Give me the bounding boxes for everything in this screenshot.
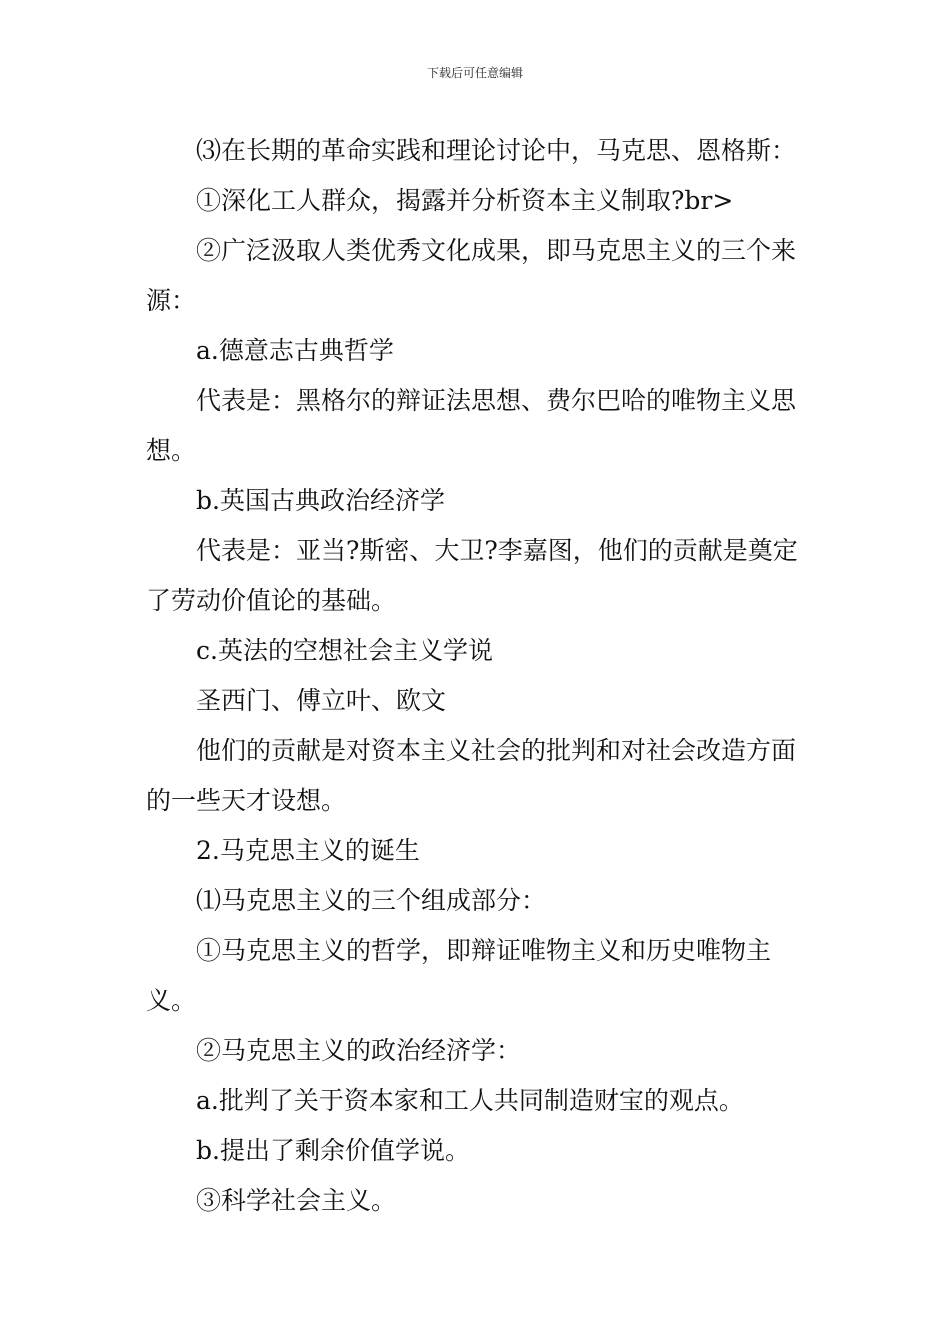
paragraph: ⑴马克思主义的三个组成部分： bbox=[196, 886, 547, 915]
paragraph: a.德意志古典哲学 bbox=[196, 336, 394, 365]
paragraph: ①马克思主义的哲学，即辩证唯物主义和历史唯物主义。 bbox=[146, 936, 772, 1015]
paragraph: ③科学社会主义。 bbox=[196, 1186, 397, 1215]
paragraph: ②广泛汲取人类优秀文化成果，即马克思主义的三个来源： bbox=[146, 236, 797, 315]
paragraph: ②马克思主义的政治经济学： bbox=[196, 1036, 522, 1065]
paragraph: b.英国古典政治经济学 bbox=[196, 486, 445, 515]
paragraph: 代表是：黑格尔的辩证法思想、费尔巴哈的唯物主义思想。 bbox=[146, 386, 797, 465]
paragraph: ①深化工人群众，揭露并分析资本主义制取?br> bbox=[196, 186, 734, 215]
paragraph: 他们的贡献是对资本主义社会的批判和对社会改造方面的一些天才设想。 bbox=[146, 736, 797, 815]
paragraph: 代表是：亚当?斯密、大卫?李嘉图，他们的贡献是奠定了劳动价值论的基础。 bbox=[146, 536, 798, 615]
page-header: 下载后可任意编辑 bbox=[426, 66, 523, 80]
paragraph: c.英法的空想社会主义学说 bbox=[196, 636, 493, 665]
paragraph: a.批判了关于资本家和工人共同制造财宝的观点。 bbox=[196, 1086, 744, 1115]
paragraph: ⑶在长期的革命实践和理论讨论中，马克思、恩格斯： bbox=[196, 136, 797, 165]
paragraph: b.提出了剩余价值学说。 bbox=[196, 1136, 470, 1165]
paragraph: 2.马克思主义的诞生 bbox=[196, 836, 420, 865]
paragraph: 圣西门、傅立叶、欧文 bbox=[196, 686, 447, 715]
document-body bbox=[146, 126, 810, 1226]
